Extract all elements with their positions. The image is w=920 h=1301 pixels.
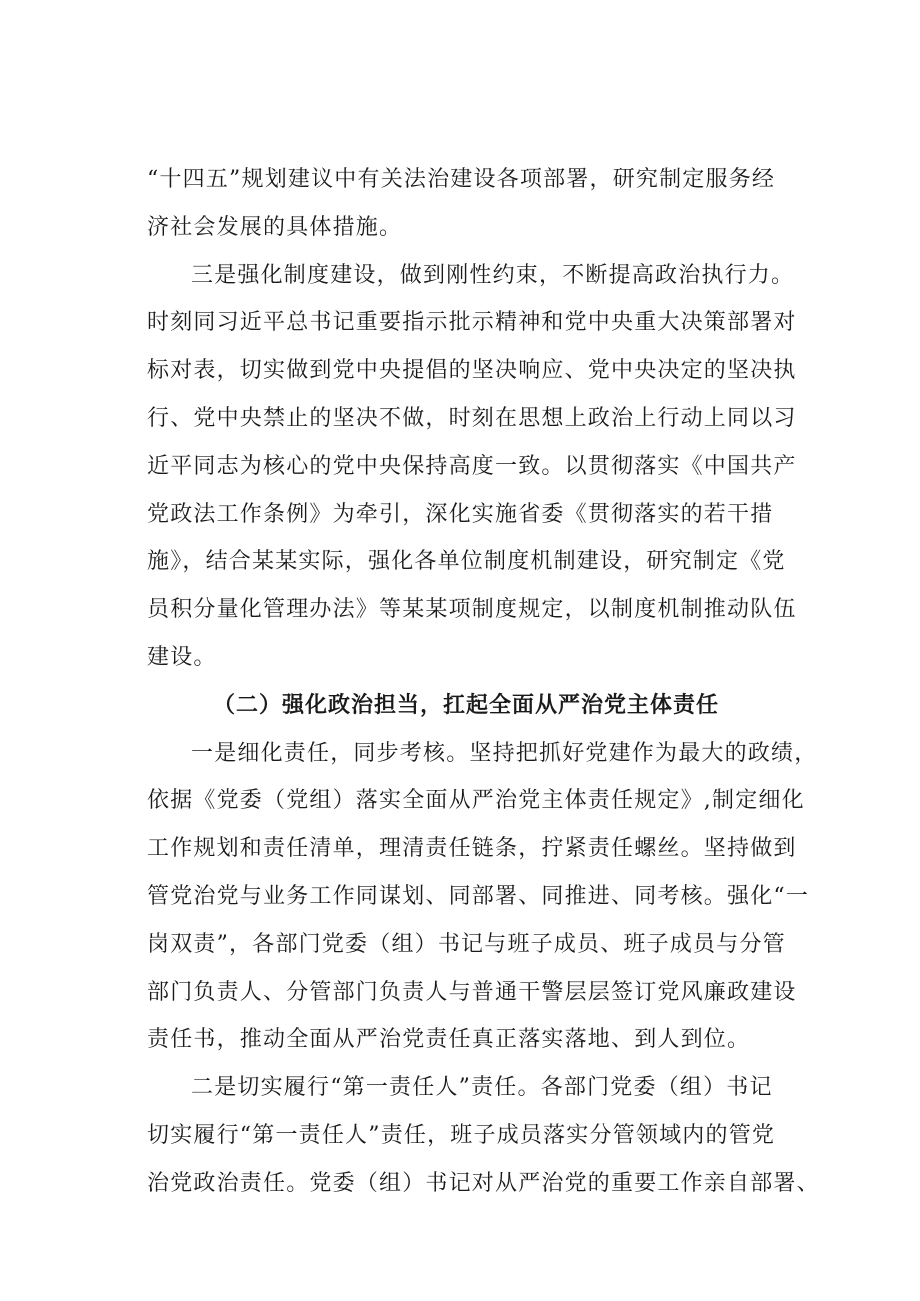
text-line: 行、党中央禁止的坚决不做，时刻在思想上政治上行动上同以习	[147, 405, 797, 431]
document-body	[147, 156, 827, 1208]
text-line: 员积分量化管理办法》等某某项制度规定，以制度机制推动队伍	[147, 597, 797, 623]
paragraph-start-line: 三是强化制度建设，做到刚性约束，不断提高政治执行力。	[191, 262, 795, 288]
text-line: 施》，结合某某实际，强化各单位制度机制建设，研究制定《党	[147, 549, 786, 575]
text-line: “十四五”规划建议中有关法治建设各项部署，研究制定服务经	[147, 167, 776, 192]
text-line: 岗双责”，各部门党委（组）书记与班子成员、班子成员与分管	[147, 931, 786, 957]
text-line: 建设。	[147, 644, 217, 670]
text-line: 工作规划和责任清单，理清责任链条，拧紧责任螺丝。坚持做到	[147, 836, 797, 862]
text-line: 管党治党与业务工作同谋划、同部署、同推进、同考核。强化“一	[147, 883, 810, 909]
text-line: 部门负责人、分管部门负责人与普通干警层层签订党风廉政建设	[147, 979, 797, 1005]
text-line: 依据《党委（党组）落实全面从严治党主体责任规定》,制定细化	[147, 788, 805, 814]
paragraph-start-line: 一是细化责任，同步考核。坚持把抓好党建作为最大的政绩，	[191, 740, 818, 766]
text-line: 责任书，推动全面从严治党责任真正落实落地、到人到位。	[147, 1027, 751, 1053]
paragraph-start-line: 二是切实履行“第一责任人”责任。各部门党委（组）书记	[191, 1075, 773, 1101]
text-line: 党政法工作条例》为牵引，深化实施省委《贯彻落实的若干措	[147, 501, 774, 527]
text-line: 时刻同习近平总书记重要指示批示精神和党中央重大决策部署对	[147, 310, 797, 336]
text-line: 标对表，切实做到党中央提倡的坚决响应、党中央决定的坚决执	[147, 358, 797, 384]
text-line: 切实履行“第一责任人”责任，班子成员落实分管领域内的管党	[147, 1122, 776, 1148]
section-heading: （二）强化政治担当，扛起全面从严治党主体责任	[213, 692, 720, 718]
text-line: 济社会发展的具体措施。	[147, 214, 403, 240]
text-line: 治党政治责任。党委（组）书记对从严治党的重要工作亲自部署、	[147, 1170, 820, 1196]
text-line: 近平同志为核心的党中央保持高度一致。以贯彻落实《中国共产	[147, 453, 797, 479]
